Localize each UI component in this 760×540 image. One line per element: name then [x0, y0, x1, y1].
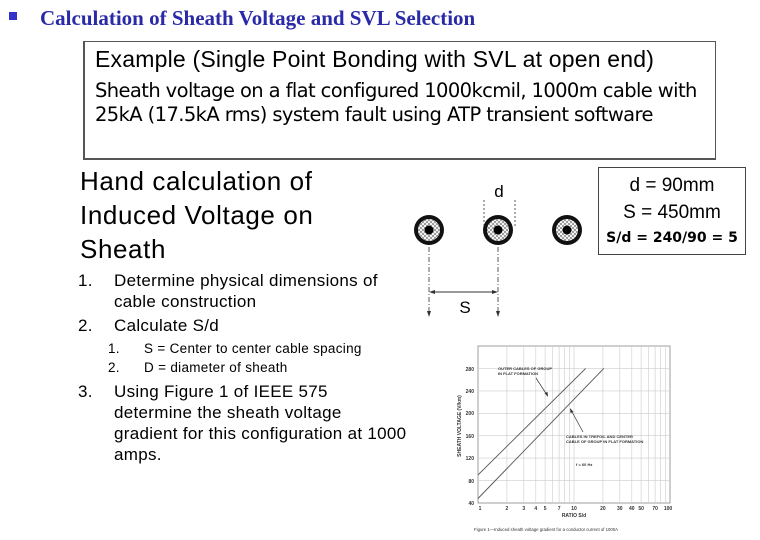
dim-d: d = 90mm [629, 175, 715, 196]
step-number: 2. [78, 316, 93, 335]
svg-text:240: 240 [465, 389, 474, 395]
substep-text: S = Center to center cable spacing [144, 341, 362, 356]
example-heading: Example (Single Point Bonding with SVL at open end) [95, 46, 655, 72]
svg-text:7: 7 [557, 506, 561, 512]
svg-text:20: 20 [600, 506, 606, 512]
svg-text:30: 30 [617, 506, 623, 512]
svg-text:100: 100 [663, 506, 673, 512]
svg-text:160: 160 [465, 434, 474, 440]
hand-calculation-heading: Hand calculation of Induced Voltage on Sheath [80, 166, 314, 264]
step-text: Using Figure 1 of IEEE 575 determine the sheath voltage gradient for this configuration at 1000 amps. [114, 382, 407, 464]
substep-text: D = diameter of sheath [144, 360, 288, 375]
annotation-outer-line2: IN FLAT FORMATION [498, 371, 539, 376]
substep-number: 1. [108, 341, 120, 356]
cable-icon [414, 215, 444, 245]
step-item [78, 381, 408, 465]
svg-text:10: 10 [571, 506, 577, 512]
label-d: d [494, 182, 504, 201]
example-box [83, 41, 716, 160]
step-item [78, 315, 408, 336]
step-item [78, 270, 408, 312]
svg-text:5: 5 [543, 506, 547, 512]
svg-text:70: 70 [652, 506, 658, 512]
step-text: Calculate S/d [114, 316, 220, 335]
cable-spacing-diagram [405, 172, 595, 322]
dimensions-box [598, 167, 746, 255]
step-number: 3. [78, 382, 93, 401]
cable-icon [552, 215, 582, 245]
annotation-outer-line1: OUTER CABLES OF GROUP [498, 366, 553, 371]
svg-text:280: 280 [465, 367, 474, 373]
svg-text:200: 200 [465, 411, 474, 417]
sheath-voltage-chart [452, 338, 687, 538]
svg-text:4: 4 [534, 506, 538, 512]
substep-number: 2. [108, 360, 120, 375]
cable-icon [483, 215, 513, 245]
figure-caption: Figure 1—Induced sheath voltage gradient for a conductor current of 1000A [474, 527, 619, 532]
svg-text:80: 80 [468, 479, 474, 485]
steps-list [78, 270, 408, 468]
svg-text:1: 1 [478, 506, 482, 512]
annotation-frequency: f = 60 Hz [576, 462, 593, 467]
dim-ratio: S/d = 240/90 = 5 [606, 230, 738, 246]
annotation-trefoil-line1: CABLES IN TREFOIL AND CENTER [566, 434, 633, 439]
step-text: Determine physical dimensions of cable construction [114, 271, 378, 311]
y-axis-label: SHEATH VOLTAGE (V/km) [457, 395, 463, 457]
square-bullet-icon [9, 12, 17, 20]
dim-s: S = 450mm [623, 202, 721, 223]
svg-text:40: 40 [629, 506, 635, 512]
x-axis-label: RATIO S/d [561, 513, 587, 519]
svg-text:40: 40 [468, 501, 474, 507]
svg-text:120: 120 [465, 456, 474, 462]
label-s: S [459, 298, 471, 317]
step-number: 1. [78, 271, 93, 290]
svg-text:2: 2 [505, 506, 509, 512]
example-body: Sheath voltage on a flat configured 1000kcmil, 1000m cable with 25kA (17.5kA rms) system fault using ATP transient software [95, 79, 697, 126]
annotation-trefoil-line2: CABLE OF GROUP IN FLAT FORMATION [566, 439, 644, 444]
page-title: Calculation of Sheath Voltage and SVL Selection [40, 6, 476, 30]
substep-item [108, 339, 408, 358]
svg-text:50: 50 [638, 506, 644, 512]
svg-text:3: 3 [522, 506, 526, 512]
substep-item [108, 358, 408, 377]
